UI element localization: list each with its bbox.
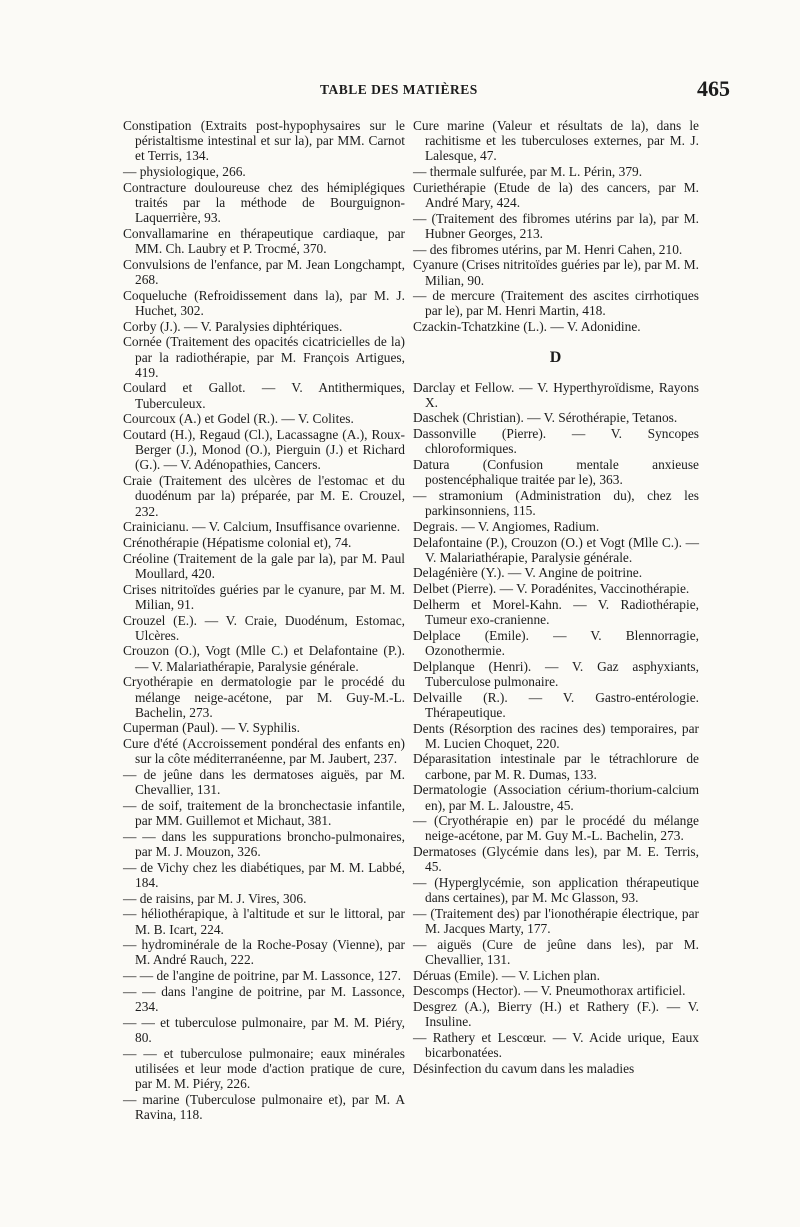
page-header — [120, 76, 730, 102]
right-column — [413, 118, 699, 1077]
left-column — [123, 118, 405, 1123]
index-entry: Delvaille (R.). — V. Gastro-entérologie. Thérapeutique. — [413, 689, 699, 720]
index-entry: Cryothérapie en dermatologie par le procédé du mélange neige-acétone, par M. Guy-M.-L. Bachelin, 273. — [123, 674, 405, 720]
index-entry: Dermatologie (Association cérium-thorium-calcium en), par M. L. Jaloustre, 45. — [413, 782, 699, 813]
index-entry: Déparasitation intestinale par le tétrachlorure de carbone, par M. R. Dumas, 133. — [413, 751, 699, 782]
index-entry: Coqueluche (Refroidissement dans la), par M. J. Huchet, 302. — [123, 287, 405, 318]
index-entry: — Rathery et Lescœur. — V. Acide urique, Eaux bicarbonatées. — [413, 1030, 699, 1061]
index-entry: Dermatoses (Glycémie dans les), par M. E. Terris, 45. — [413, 844, 699, 875]
index-entry: Cornée (Traitement des opacités cicatricielles de la) par la radiothérapie, par M. François Artigues, 419. — [123, 334, 405, 380]
index-entry: — physiologique, 266. — [123, 164, 246, 180]
index-entry: Crouzon (O.), Vogt (Mlle C.) et Delafontaine (P.). — V. Malariathérapie, Paralysie générale. — [123, 643, 405, 674]
index-entry: Delplanque (Henri). — V. Gaz asphyxiants, Tuberculose pulmonaire. — [413, 658, 699, 689]
index-entry: Darclay et Fellow. — V. Hyperthyroïdisme, Rayons X. — [413, 379, 699, 410]
index-entry: Constipation (Extraits post-hypophysaires sur le péristaltisme intestinal et sur la), par MM. Carnot et Terris, 134. — [123, 118, 405, 164]
index-entry: — (Hyperglycémie, son application thérapeutique dans certaines), par M. Mc Glasson, 93. — [413, 875, 699, 906]
index-entry: — de soif, traitement de la bronchectasie infantile, par MM. Guillemot et Michaut, 381. — [123, 797, 405, 829]
index-entry: Curiethérapie (Etude de la) des cancers, par M. André Mary, 424. — [413, 179, 699, 211]
index-entry: Delplace (Emile). — V. Blennorragie, Ozonothermie. — [413, 627, 699, 658]
index-entry: Crises nitritoïdes guéries par le cyanure, par M. M. Milian, 91. — [123, 581, 405, 612]
index-entry: Convulsions de l'enfance, par M. Jean Longchampt, 268. — [123, 256, 405, 288]
index-entry: — — et tuberculose pulmonaire; eaux minérales utilisées et leur mode d'action pratique de cure, par M. M. Piéry, 226. — [123, 1045, 405, 1092]
index-entry: Datura (Confusion mentale anxieuse postencéphalique traitée par le), 363. — [413, 457, 699, 488]
index-entry: — stramonium (Administration du), chez les parkinsonniens, 115. — [413, 487, 699, 519]
index-entry: Dents (Résorption des racines des) temporaires, par M. Lucien Choquet, 220. — [413, 720, 699, 751]
index-entry: Crainicianu. — V. Calcium, Insuffisance ovarienne. — [123, 519, 401, 535]
index-entry: — (Cryothérapie en) par le procédé du mélange neige-acétone, par M. Guy M.-L. Bachelin, 273. — [413, 813, 699, 844]
index-entry: — de mercure (Traitement des ascites cirrhotiques par le), par M. Henri Martin, 418. — [413, 288, 699, 319]
index-entry: Désinfection du cavum dans les maladies — [413, 1060, 635, 1076]
index-entry: Desgrez (A.), Bierry (H.) et Rathery (F.). — V. Insuline. — [413, 999, 699, 1030]
index-entry: — héliothérapique, à l'altitude et sur le littoral, par M. B. Icart, 224. — [123, 906, 405, 937]
index-entry: Cure d'été (Accroissement pondéral des enfants en) sur la côte méditerranéenne, par M. Jaubert, 237. — [123, 736, 405, 767]
index-entry: Czackin-Tchatzkine (L.). — V. Adonidine. — [413, 319, 641, 335]
index-entry: — — dans les suppurations broncho-pulmonaires, par M. J. Mouzon, 326. — [123, 828, 405, 860]
index-entry: — (Traitement des) par l'ionothérapie électrique, par M. Jacques Marty, 177. — [413, 905, 699, 937]
running-title: TABLE DES MATIÈRES — [320, 82, 478, 97]
index-entry: Delherm et Morel-Kahn. — V. Radiothérapie, Tumeur exo-cranienne. — [413, 596, 699, 628]
right-column-d-entries — [413, 380, 699, 1077]
index-entry: — marine (Tuberculose pulmonaire et), par M. A Ravina, 118. — [123, 1091, 405, 1122]
index-entry: Crénothérapie (Hépatisme colonial et), 74. — [123, 534, 352, 550]
index-entry: Cure marine (Valeur et résultats de la), dans le rachitisme et les tuberculoses externes, par M. J. Lalesque, 47. — [413, 118, 699, 164]
section-letter-d: D — [549, 349, 563, 367]
index-entry: Déruas (Emile). — V. Lichen plan. — [413, 967, 600, 983]
index-entry: Corby (J.). — V. Paralysies diphtériques. — [123, 318, 343, 334]
index-entry: Delbet (Pierre). — V. Poradénites, Vaccinothérapie. — [413, 581, 690, 597]
page-number: 465 — [697, 76, 730, 101]
index-entry: — — de l'angine de poitrine, par M. Lassonce, 127. — [123, 968, 401, 984]
index-entry: — des fibromes utérins, par M. Henri Cahen, 210. — [413, 241, 683, 257]
index-entry: Delagénière (Y.). — V. Angine de poitrine. — [413, 565, 643, 581]
index-entry: — de Vichy chez les diabétiques, par M. M. Labbé, 184. — [123, 859, 405, 890]
index-entry: — (Traitement des fibromes utérins par la), par M. Hubner Georges, 213. — [413, 210, 699, 241]
index-entry: — thermale sulfurée, par M. L. Périn, 379. — [413, 164, 643, 180]
index-entry: Craie (Traitement des ulcères de l'estomac et du duodénum par la) préparée, par M. E. Crouzel, 232. — [123, 473, 405, 519]
index-entry: Cuperman (Paul). — V. Syphilis. — [123, 720, 300, 736]
index-entry: Dassonville (Pierre). — V. Syncopes chloroformiques. — [413, 426, 699, 457]
index-entry: — — dans l'angine de poitrine, par M. Lassonce, 234. — [123, 983, 405, 1015]
index-entry: — de jeûne dans les dermatoses aiguës, par M. Chevallier, 131. — [123, 767, 405, 798]
index-entry: — — et tuberculose pulmonaire, par M. M. Piéry, 80. — [123, 1014, 405, 1045]
index-entry: — hydrominérale de la Roche-Posay (Vienne), par M. André Rauch, 222. — [123, 937, 405, 968]
index-entry: Coutard (H.), Regaud (Cl.), Lacassagne (A.), Roux-Berger (J.), Monod (O.), Pierguin (J.) et Richard (G.). — V. Adénopathies, Cancers. — [123, 427, 405, 473]
index-entry: Delafontaine (P.), Crouzon (O.) et Vogt (Mlle C.). — V. Malariathérapie, Paralysie générale. — [413, 534, 699, 565]
index-entry: Contracture douloureuse chez des hémiplégiques traités par la méthode de Bourguignon-Laquerrière, 93. — [123, 179, 405, 226]
index-entry: Créoline (Traitement de la gale par la), par M. Paul Moullard, 420. — [123, 550, 405, 581]
index-entry: Coulard et Gallot. — V. Antithermiques, Tuberculeux. — [123, 380, 405, 411]
index-entry: Descomps (Hector). — V. Pneumothorax artificiel. — [413, 983, 686, 999]
index-entry: Daschek (Christian). — V. Sérothérapie, Tetanos. — [413, 410, 678, 426]
right-column-c-entries — [413, 118, 699, 334]
index-entry: Degrais. — V. Angiomes, Radium. — [413, 518, 600, 534]
index-entry: Convallamarine en thérapeutique cardiaque, par MM. Ch. Laubry et P. Trocmé, 370. — [123, 225, 405, 257]
index-entry: Courcoux (A.) et Godel (R.). — V. Colites. — [123, 411, 354, 427]
index-entry: Crouzel (E.). — V. Craie, Duodénum, Estomac, Ulcères. — [123, 612, 405, 643]
index-entry: — aiguës (Cure de jeûne dans les), par M. Chevallier, 131. — [413, 936, 699, 968]
index-entry: — de raisins, par M. J. Vires, 306. — [123, 890, 307, 906]
index-entry: Cyanure (Crises nitritoïdes guéries par le), par M. M. Milian, 90. — [413, 257, 699, 288]
